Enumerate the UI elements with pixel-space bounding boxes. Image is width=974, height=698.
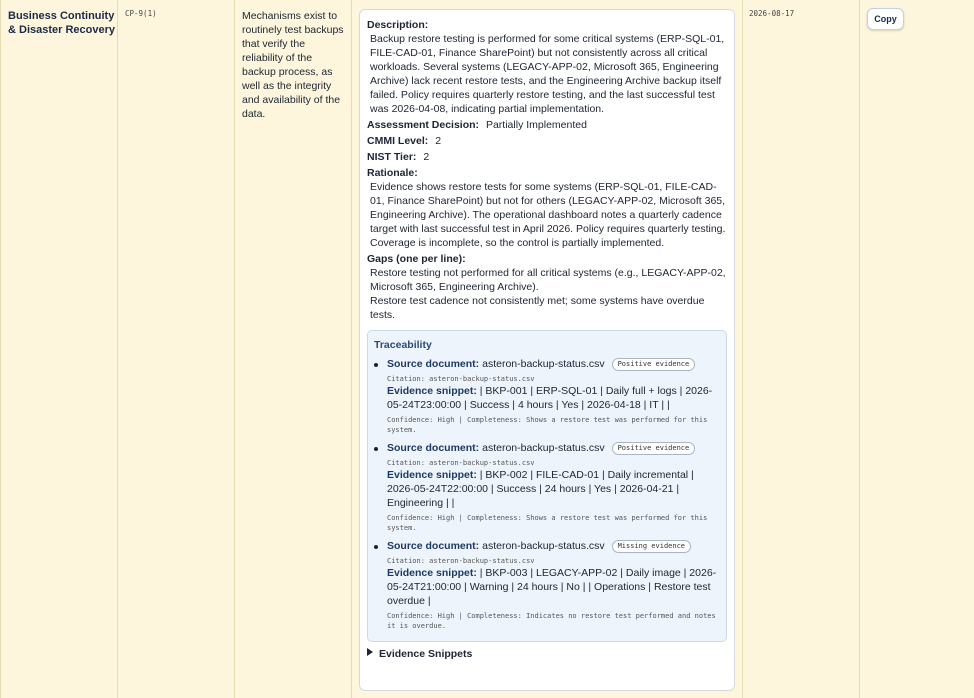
actions-cell: [860, 0, 974, 698]
gap-item: Restore testing not performed for all critical systems (e.g., LEGACY-APP-02, Microsoft 365, Engineering Archive).: [370, 267, 726, 293]
cmmi-line: [367, 134, 726, 148]
gap-item: Restore test cadence not consistently met; some systems have overdue tests.: [370, 295, 705, 321]
confidence-meta: Confidence: High | Completeness: Indicates no restore test performed and notes it is overdue.: [387, 612, 716, 630]
gaps-label: Gaps (one per line):: [367, 253, 466, 265]
evidence-snippet: | BKP-003 | LEGACY-APP-02 | Daily image | 2026-05-24T21:00:00 | Warning | 24 hours | No | | Operations | Restore test overdue |: [387, 567, 717, 607]
nist-line: [367, 150, 726, 164]
source-document: asteron-backup-status.csv: [482, 442, 605, 454]
description-label: Description:: [367, 19, 429, 31]
source-label: Source document:: [387, 540, 480, 552]
source-document: asteron-backup-status.csv: [482, 358, 605, 370]
snippet-label: Evidence snippet:: [387, 469, 477, 481]
nist-value: 2: [423, 151, 430, 163]
trace-item: [374, 441, 720, 533]
control-id: CP-9(1): [125, 9, 157, 18]
bullet-icon: [374, 363, 378, 367]
bullet-icon: [374, 545, 378, 549]
assessment-date: 2026-08-17: [749, 9, 795, 18]
traceability-panel: [367, 330, 727, 642]
assessment-card: [359, 9, 735, 691]
family-cell: [0, 0, 118, 698]
traceability-title: Traceability: [374, 339, 432, 351]
trace-item: [374, 539, 720, 631]
decision-label: Assessment Decision:: [367, 119, 480, 131]
assessment-cell: [352, 0, 743, 698]
citation: Citation: asteron-backup-status.csv: [387, 375, 535, 383]
source-label: Source document:: [387, 358, 480, 370]
control-description: Mechanisms exist to routinely test backups that verify the reliability of the backup process, as well as the integrity and availability of the data.: [242, 10, 344, 120]
citation: Citation: asteron-backup-status.csv: [387, 459, 535, 467]
evidence-snippet: | BKP-001 | ERP-SQL-01 | Daily full + logs | 2026-05-24T23:00:00 | Success | 4 hours | Yes | 2026-04-18 | IT | |: [387, 385, 713, 411]
confidence-meta: Confidence: High | Completeness: Shows a restore test was performed for this system.: [387, 416, 708, 434]
confidence-meta: Confidence: High | Completeness: Shows a restore test was performed for this system.: [387, 514, 708, 532]
date-cell: [743, 0, 860, 698]
control-text-cell: [235, 0, 352, 698]
nist-label: NIST Tier:: [367, 151, 417, 163]
cmmi-value: 2: [435, 135, 442, 147]
control-id-cell: [118, 0, 235, 698]
source-document: asteron-backup-status.csv: [482, 540, 605, 552]
bullet-icon: [374, 447, 378, 451]
rationale-text: Evidence shows restore tests for some systems (ERP-SQL-01, FILE-CAD-01, Finance SharePoint) but not for others (LEGACY-APP-02, Microsoft 365, Engineering Archive). The operational dashboard notes a quarterly cadence target with last successful test in April 2026. Policy requires quarterly testing. Coverage is incomplete, so the control is partially implemented.: [370, 181, 726, 249]
cmmi-label: CMMI Level:: [367, 135, 429, 147]
description-text: Backup restore testing is performed for some critical systems (ERP-SQL-01, FILE-CAD-01, Finance SharePoint) but not consistently across all critical workloads. Several systems (LEGACY-APP-02, Microsoft 365, Engineering Archive) lack recent restore tests, and the Engineering Archive backup itself failed. Policy requires quarterly restore testing, and the last successful test was 2026-04-08, indicating partial implementation.: [370, 33, 725, 115]
evidence-badge: Positive evidence: [612, 358, 696, 371]
trace-item: [374, 357, 720, 435]
rationale-label: Rationale:: [367, 167, 418, 179]
snippet-label: Evidence snippet:: [387, 385, 477, 397]
decision-line: [367, 118, 726, 132]
evidence-snippets-label: Evidence Snippets: [379, 648, 473, 660]
evidence-badge: Positive evidence: [612, 442, 696, 455]
copy-button[interactable]: Copy: [867, 8, 904, 30]
evidence-snippets-toggle[interactable]: [367, 647, 726, 661]
evidence-badge: Missing evidence: [612, 540, 691, 553]
source-label: Source document:: [387, 442, 480, 454]
citation: Citation: asteron-backup-status.csv: [387, 557, 535, 565]
caret-right-icon: [367, 648, 373, 656]
snippet-label: Evidence snippet:: [387, 567, 477, 579]
decision-value: Partially Implemented: [485, 119, 587, 131]
control-family: Business Continuity & Disaster Recovery: [8, 10, 116, 36]
evidence-snippet: | BKP-002 | FILE-CAD-01 | Daily incremental | 2026-05-24T22:00:00 | Success | 24 hours | Yes | 2026-04-21 | Engineering | |: [387, 469, 694, 509]
